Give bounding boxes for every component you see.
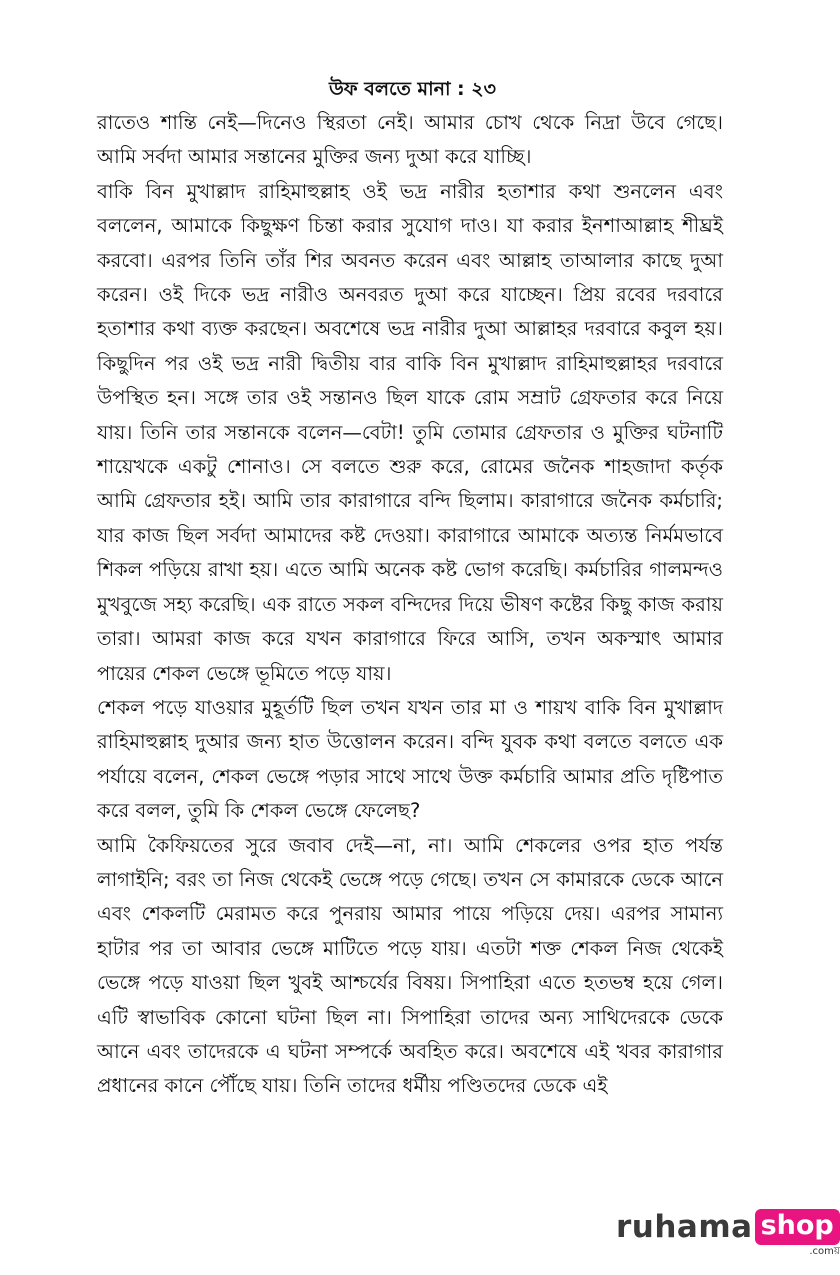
page-header: উফ বলতে মানা : ২৩ — [329, 78, 496, 100]
paragraph-4: আমি কৈফিয়তের সুরে জবাব দেই—না, না। আমি শেকলের ওপর হাত পর্যন্ত লাগাইনি; বরং তা নিজ থেকেই ভেঙ্গে পড়ে গেছে। তখন সে কামারকে ডেকে আনে এবং শেকলটি মেরামত করে পুনরায় আমার পায়ে পড়িয়ে দেয়। এরপর সামান্য হাটার পর তা আবার ভেঙ্গে মাটিতে পড়ে যায়। এতটা শক্ত শেকল নিজ থেকেই ভেঙ্গে পড়ে যাওয়া ছিল খুবই আশ্চর্যের বিষয়। সিপাহিরা এতে হতভম্ব হয়ে গেল। এটি স্বাভাবিক কোনো ঘটনা ছিল না। সিপাহিরা তাদের অন্য সাথিদেরকে ডেকে আনে এবং তাদেরকে এ ঘটনা সম্পর্কে অবহিত করে। অবশেষে এই খবর কারাগার প্রধানের কানে পৌঁছে যায়। তিনি তাদের ধর্মীয় পণ্ডিতদের ডেকে এই — [97, 833, 723, 1098]
body-text — [97, 106, 723, 1104]
paragraph-3: শেকল পড়ে যাওয়ার মুহূর্তটি ছিল তখন যখন তার মা ও শায়খ বাকি বিন মুখাল্লাদ রাহিমাহুল্লাহ দুআর জন্য হাত উত্তোলন করেন। বন্দি যুবক কথা বলতে বলতে এক পর্যায়ে বলেন, শেকল ভেঙ্গে পড়ার সাথে সাথে উক্ত কর্মচারি আমার প্রতি দৃষ্টিপাত করে বলল, তুমি কি শেকল ভেঙ্গে ফেলেছ? — [97, 695, 723, 823]
logo-domain-text: .comয় — [809, 1246, 840, 1257]
logo-shop-badge — [755, 1209, 840, 1257]
logo-brand-text: ruhama — [616, 1209, 753, 1245]
logo-shop-text: shop — [755, 1209, 840, 1245]
ruhamashop-logo — [616, 1209, 840, 1257]
paragraph-2: বাকি বিন মুখাল্লাদ রাহিমাহুল্লাহ ওই ভদ্র নারীর হতাশার কথা শুনলেন এবং বললেন, আমাকে কিছুক্ষণ চিন্তা করার সুযোগ দাও। যা করার ইনশাআল্লাহ শীঘ্রই করবো। এরপর তিনি তাঁর শির অবনত করেন এবং আল্লাহ তাআলার কাছে দুআ করেন। ওই দিকে ভদ্র নারীও অনবরত দুআ করে যাচ্ছেন। প্রিয় রবের দরবারে হতাশার কথা ব্যক্ত করছেন। অবশেষে ভদ্র নারীর দুআ আল্লাহর দরবারে কবুল হয়। কিছুদিন পর ওই ভদ্র নারী দ্বিতীয় বার বাকি বিন মুখাল্লাদ রাহিমাহুল্লাহর দরবারে উপস্থিত হন। সঙ্গে তার ওই সন্তানও ছিল যাকে রোম সম্রাট গ্রেফতার করে নিয়ে যায়। তিনি তার সন্তানকে বলেন—বেটা! তুমি তোমার গ্রেফতার ও মুক্তির ঘটনাটি শায়েখকে একটু শোনাও। সে বলতে শুরু করে, রোমের জনৈক শাহজাদা কর্তৃক আমি গ্রেফতার হই। আমি তার কারাগারে বন্দি ছিলাম। কারাগারে জনৈক কর্মচারি; যার কাজ ছিল সর্বদা আমাদের কষ্ট দেওয়া। কারাগারে আমাকে অত্যন্ত নির্মমভাবে শিকল পড়িয়ে রাখা হয়। এতে আমি অনেক কষ্ট ভোগ করেছি। কর্মচারির গালমন্দও মুখবুজে সহ্য করেছি। এক রাতে সকল বন্দিদের দিয়ে ভীষণ কষ্টের কিছু কাজ করায় তারা। আমরা কাজ করে যখন কারাগারে ফিরে আসি, তখন অকস্মাৎ আমার পায়ের শেকল ভেঙ্গে ভূমিতে পড়ে যায়। — [97, 179, 723, 685]
paragraph-1: রাতেও শান্তি নেই—দিনেও স্থিরতা নেই। আমার চোখ থেকে নিদ্রা উবে গেছে। আমি সর্বদা আমার সন্তানের মুক্তির জন্য দুআ করে যাচ্ছি। — [97, 111, 723, 169]
